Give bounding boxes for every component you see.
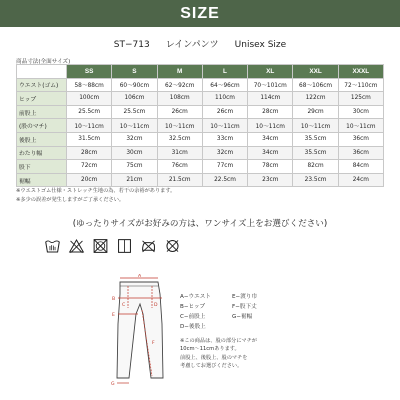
table-cell: 110cm: [202, 92, 247, 106]
row-label: 裾幅: [17, 173, 67, 187]
point-label-b: B: [112, 297, 116, 302]
size-col-ss: SS: [67, 65, 112, 79]
table-cell: 77cm: [202, 160, 247, 174]
measurement-legend: [180, 292, 282, 332]
table-cell: 34cm: [248, 132, 293, 146]
table-cell: 68〜106cm: [293, 78, 338, 92]
product-sizing: Unisex Size: [234, 40, 287, 50]
table-cell: 72〜110cm: [338, 78, 383, 92]
table-cell: 31cm: [157, 146, 202, 160]
table-cell: 29cm: [293, 105, 338, 119]
gusset-note-line: ※この商品は、股の部分にマチが: [180, 338, 257, 344]
point-label-c: C: [122, 303, 126, 308]
product-heading: [0, 37, 400, 50]
gusset-note-line: 考慮してお選びください。: [180, 363, 243, 370]
table-cell: 58〜88cm: [67, 78, 112, 92]
table-cell: 10〜11cm: [202, 119, 247, 133]
table-cell: 28cm: [248, 105, 293, 119]
table-cell: 23cm: [248, 173, 293, 187]
table-cell: 10〜11cm: [338, 119, 383, 133]
legend-item: E−渡り巾: [232, 294, 258, 300]
table-cell: 20cm: [67, 173, 112, 187]
table-cell: 10〜11cm: [67, 119, 112, 133]
table-cell: 21.5cm: [157, 173, 202, 187]
row-label: 後股上: [17, 132, 67, 146]
row-label: わたり幅: [17, 146, 67, 160]
table-row: [17, 105, 384, 119]
row-label: ウエスト(ゴム): [17, 78, 67, 92]
size-table: [16, 64, 384, 187]
table-cell: 108cm: [157, 92, 202, 106]
table-cell: 30cm: [112, 146, 157, 160]
table-cell: 62〜92cm: [157, 78, 202, 92]
size-col-s: S: [112, 65, 157, 79]
table-row: [17, 78, 384, 92]
legend-item: G−裾幅: [232, 314, 253, 320]
hand-wash-icon: [44, 237, 61, 255]
table-cell: 70〜101cm: [248, 78, 293, 92]
table-cell: 60〜90cm: [112, 78, 157, 92]
table-cell: 106cm: [112, 92, 157, 106]
legend-item: C−前股上: [180, 314, 206, 320]
table-cell: 122cm: [293, 92, 338, 106]
row-label: (股のマチ): [17, 119, 67, 133]
table-cell: 125cm: [338, 92, 383, 106]
table-cell: 25.5cm: [112, 105, 157, 119]
table-corner: [17, 65, 67, 79]
point-label-d: D: [154, 303, 158, 308]
table-cell: 78cm: [248, 160, 293, 174]
table-caption: 商品寸法(全面サイズ): [16, 59, 71, 65]
legend-item: D−後股上: [180, 324, 206, 330]
table-cell: 10〜11cm: [248, 119, 293, 133]
table-cell: 26cm: [157, 105, 202, 119]
table-row: [17, 132, 384, 146]
table-row: [17, 173, 384, 187]
table-row: [17, 92, 384, 106]
table-cell: 31.5cm: [67, 132, 112, 146]
table-cell: 25.5cm: [67, 105, 112, 119]
legend-item: B−ヒップ: [180, 304, 206, 310]
table-cell: 76cm: [157, 160, 202, 174]
gusset-note-line: 10cm〜11cmあります。: [180, 346, 240, 353]
row-label: 前股上: [17, 105, 67, 119]
table-cell: 22.5cm: [202, 173, 247, 187]
table-row: [17, 160, 384, 174]
size-col-m: M: [157, 65, 202, 79]
table-cell: 26cm: [202, 105, 247, 119]
table-cell: 28cm: [67, 146, 112, 160]
no-tumble-dry-icon: [92, 237, 109, 255]
footnotes: [16, 187, 175, 205]
table-cell: 100cm: [67, 92, 112, 106]
point-label-f: F: [152, 341, 155, 346]
table-cell: 72cm: [67, 160, 112, 174]
table-cell: 10〜11cm: [157, 119, 202, 133]
size-col-xxl: XXL: [293, 65, 338, 79]
loose-fit-note: (ゆったりサイズがお好みの方は、ワンサイズ上をお選びください): [72, 219, 328, 229]
size-col-xl: XL: [248, 65, 293, 79]
table-cell: 84cm: [338, 160, 383, 174]
pants-measurement-diagram: [100, 274, 180, 394]
table-cell: 21cm: [112, 173, 157, 187]
table-cell: 32.5cm: [157, 132, 202, 146]
table-cell: 32cm: [202, 146, 247, 160]
table-cell: 33cm: [202, 132, 247, 146]
table-cell: 30cm: [338, 105, 383, 119]
page-title: SIZE: [180, 5, 220, 22]
size-col-l: L: [202, 65, 247, 79]
footnote: ※多少の誤差が発生しますがご了承ください。: [16, 197, 125, 203]
product-name: レインパンツ: [165, 40, 219, 50]
product-code: ST−713: [113, 40, 150, 50]
size-col-xxxl: XXXL: [338, 65, 383, 79]
table-cell: 36cm: [338, 132, 383, 146]
table-cell: 82cm: [293, 160, 338, 174]
pants-outline: [117, 282, 163, 378]
table-row: [17, 119, 384, 133]
table-cell: 10〜11cm: [293, 119, 338, 133]
table-cell: 114cm: [248, 92, 293, 106]
table-row: [17, 146, 384, 160]
no-bleach-icon: [68, 237, 85, 255]
no-dry-clean-icon: [164, 237, 181, 255]
table-cell: 35.5cm: [293, 132, 338, 146]
table-cell: 32cm: [112, 132, 157, 146]
point-label-a: A: [138, 274, 142, 279]
table-cell: 23.5cm: [293, 173, 338, 187]
drip-dry-icon: [116, 237, 133, 255]
gusset-note-line: 前股上、後股上、股のマチを: [180, 354, 248, 361]
no-iron-icon: [140, 237, 157, 255]
table-cell: 75cm: [112, 160, 157, 174]
table-cell: 34cm: [248, 146, 293, 160]
point-label-e: E: [112, 313, 115, 318]
table-cell: 36cm: [338, 146, 383, 160]
table-cell: 10〜11cm: [112, 119, 157, 133]
footnote: ※ウエストゴム仕様・ストレッチ生地の為、若干の余裕があります。: [16, 188, 176, 194]
gusset-note: [180, 337, 310, 371]
table-cell: 64〜96cm: [202, 78, 247, 92]
table-cell: 24cm: [338, 173, 383, 187]
point-label-g: G: [111, 382, 115, 387]
table-cell: 35.5cm: [293, 146, 338, 160]
legend-item: [232, 322, 282, 332]
size-header-row: [17, 65, 384, 79]
row-label: 股下: [17, 160, 67, 174]
legend-item: A−ウエスト: [180, 294, 211, 300]
row-label: ヒップ: [17, 92, 67, 106]
legend-item: F−股下丈: [232, 304, 257, 310]
care-icons: [44, 237, 284, 259]
